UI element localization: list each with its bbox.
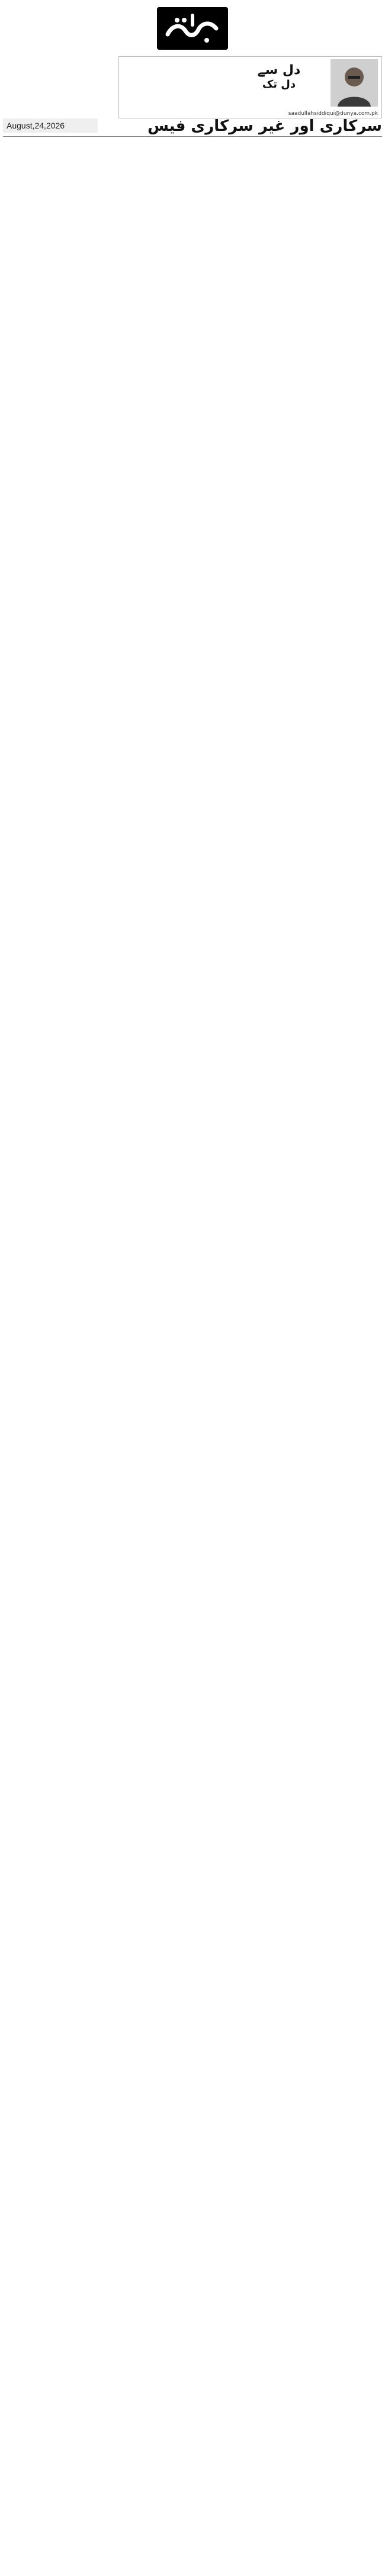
article-body: [5, 142, 380, 2567]
columnist-email: saadullahsiddiqui@dunya.com.pk: [288, 111, 378, 117]
newspaper-logo-icon: [157, 7, 228, 50]
column-title-line2: دل تک: [262, 78, 296, 91]
header-divider: [3, 136, 382, 137]
logo-graphic: [157, 7, 228, 50]
masthead: [0, 0, 385, 135]
column-title: [246, 63, 312, 91]
avatar-graphic: [331, 59, 378, 107]
columnist-photo-icon: [331, 59, 378, 107]
publication-date: August,24,2026: [3, 118, 98, 133]
column-info-box: [118, 56, 382, 118]
article-headline: سرکاری اور غیر سرکاری فیس: [147, 117, 382, 135]
column-title-line1: دل سے: [257, 63, 301, 78]
